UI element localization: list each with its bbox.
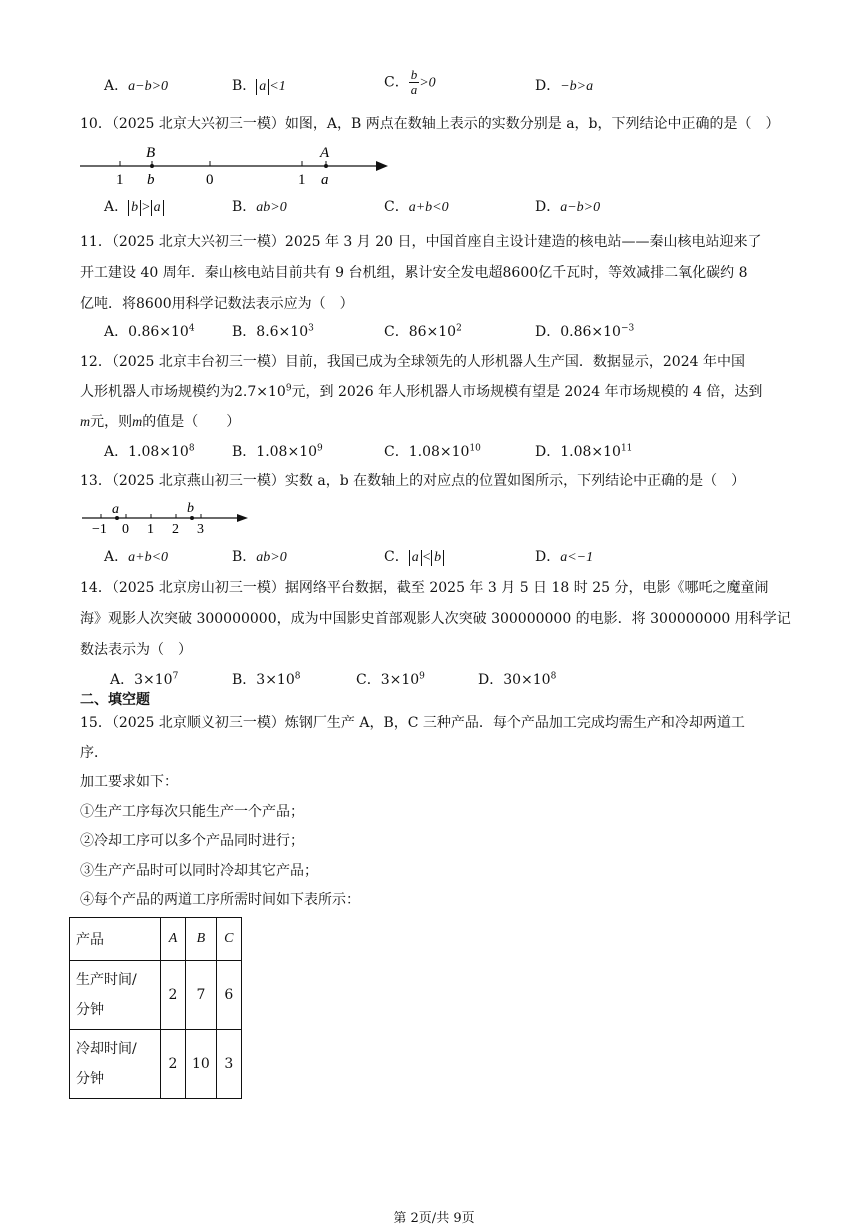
option-letter: A． bbox=[104, 199, 129, 215]
q12-option-a bbox=[104, 442, 195, 462]
question-number: 13． bbox=[80, 473, 112, 489]
q12-stem-line1 bbox=[80, 352, 745, 372]
q10-option-b bbox=[232, 197, 287, 218]
question-text: 的值是（ ） bbox=[142, 414, 241, 430]
question-text: 元，则 bbox=[90, 414, 133, 430]
q14-option-b bbox=[232, 670, 300, 690]
q10-option-a bbox=[104, 197, 164, 218]
label-tick-neg1: −1 bbox=[92, 522, 107, 537]
q11-stem-line3: 亿吨．将8600用科学记数法表示应为（ ） bbox=[80, 296, 354, 312]
q15-req-title: 加工要求如下： bbox=[80, 774, 178, 790]
label-1: 1 bbox=[298, 172, 306, 188]
q15-req-1: ①生产工序每次只能生产一个产品； bbox=[80, 804, 304, 820]
option-expr: a−b>0 bbox=[128, 79, 169, 94]
q13-option-b bbox=[232, 547, 287, 568]
table-header-cell: 产品 bbox=[70, 918, 161, 961]
option-exponent: 10 bbox=[469, 443, 481, 454]
question-text: （2025 北京房山初三一模）据网络平台数据，截至 2025 年 3 月 5 日 18 时 25 分，电影《哪吒之魔童闹 bbox=[111, 580, 769, 596]
q10-stem bbox=[80, 114, 780, 134]
option-base: 1.08×10 bbox=[560, 444, 621, 460]
abs-value: b bbox=[128, 200, 141, 216]
label-a: a bbox=[321, 172, 329, 188]
option-letter: D． bbox=[535, 444, 561, 460]
table-header-cell: B bbox=[186, 918, 217, 961]
option-base: 0.86×10 bbox=[560, 324, 621, 340]
option-base: 30×10 bbox=[503, 672, 551, 688]
label-a: a bbox=[112, 502, 119, 517]
option-exponent: 2 bbox=[456, 323, 462, 334]
q13-number-line bbox=[80, 500, 255, 538]
question-number: 11． bbox=[80, 234, 112, 250]
option-base: 0.86×10 bbox=[128, 324, 189, 340]
option-letter: C． bbox=[384, 444, 409, 460]
table-cell: 7 bbox=[186, 961, 217, 1030]
q14-option-a bbox=[110, 670, 178, 690]
q14-option-c bbox=[356, 670, 425, 690]
question-number: 12． bbox=[80, 354, 112, 370]
question-number: 14． bbox=[80, 580, 112, 596]
option-exponent: 11 bbox=[620, 443, 633, 454]
q12-option-c bbox=[384, 442, 481, 462]
axis-arrow bbox=[376, 161, 388, 171]
label-tick-1: 1 bbox=[147, 522, 154, 537]
option-letter: B． bbox=[232, 444, 257, 460]
option-exponent: 4 bbox=[188, 323, 195, 334]
option-base: 1.08×10 bbox=[408, 444, 470, 460]
q13-option-c bbox=[384, 547, 444, 568]
q14-option-d bbox=[478, 670, 556, 690]
math-exponent: 9 bbox=[285, 383, 292, 394]
q11-option-b bbox=[232, 322, 314, 342]
table-header-cell: A bbox=[161, 918, 186, 961]
table-cell: 10 bbox=[186, 1030, 217, 1099]
option-letter: C． bbox=[384, 549, 409, 565]
question-text: （2025 北京丰台初三一模）目前，我国已成为全球领先的人形机器人生产国．数据显示，2024 年中国 bbox=[111, 354, 745, 370]
label-A: A bbox=[320, 145, 330, 161]
q13-stem bbox=[80, 471, 745, 491]
option-expr: >0 bbox=[419, 75, 436, 91]
table-cell: 3 bbox=[216, 1030, 241, 1099]
q12-option-b bbox=[232, 442, 323, 462]
operator: > bbox=[141, 200, 151, 215]
table-cell: 2 bbox=[161, 961, 186, 1030]
point-a bbox=[324, 164, 328, 168]
table-cell: 2 bbox=[161, 1030, 186, 1099]
option-letter: B． bbox=[232, 78, 257, 94]
q10-option-d bbox=[535, 197, 600, 218]
label-tick-neg1: 1 bbox=[116, 172, 124, 188]
row-label-line: 分钟 bbox=[76, 1071, 104, 1087]
option-expr: a<−1 bbox=[560, 550, 594, 565]
q12-stem-line2 bbox=[80, 382, 762, 402]
option-expr: ab>0 bbox=[256, 200, 287, 215]
option-letter: D． bbox=[535, 78, 561, 94]
option-letter: B． bbox=[232, 199, 257, 215]
q9-option-d bbox=[535, 76, 593, 97]
option-letter: D． bbox=[535, 549, 561, 565]
point-b bbox=[190, 516, 194, 520]
q11-option-a bbox=[104, 322, 195, 342]
option-expr: −b>a bbox=[560, 79, 594, 94]
q15-req-2: ②冷却工序可以多个产品同时进行； bbox=[80, 833, 304, 849]
math-var: m bbox=[80, 415, 91, 430]
q9-option-c bbox=[384, 68, 436, 97]
q15-stem-line2: 序． bbox=[80, 745, 108, 761]
option-base: 86×10 bbox=[408, 324, 457, 340]
fraction-numerator: b bbox=[410, 67, 418, 82]
option-letter: B． bbox=[232, 324, 257, 340]
table-row bbox=[70, 961, 242, 1030]
option-expr: a+b<0 bbox=[408, 200, 449, 215]
abs-value: a bbox=[256, 79, 269, 95]
label-tick-2: 2 bbox=[172, 522, 179, 537]
option-letter: B． bbox=[232, 549, 257, 565]
point-b bbox=[150, 164, 154, 168]
question-text: 元，到 2026 年人形机器人市场规模有望是 2024 年市场规模的 4 倍，达到 bbox=[291, 384, 763, 400]
option-letter: C． bbox=[384, 199, 409, 215]
table-cell: 6 bbox=[216, 961, 241, 1030]
abs-value: a bbox=[151, 200, 164, 216]
q12-option-d bbox=[535, 442, 632, 462]
option-exponent: 8 bbox=[550, 671, 557, 682]
q9-option-a bbox=[104, 76, 168, 97]
question-text: （2025 北京顺义初三一模）炼钢厂生产 A，B，C 三种产品．每个产品加工完成均需生产和冷却两道工 bbox=[111, 715, 745, 731]
question-number: 15． bbox=[80, 715, 112, 731]
q12-stem-line3 bbox=[80, 412, 240, 433]
option-expr: ab>0 bbox=[256, 550, 287, 565]
option-exponent: −3 bbox=[620, 323, 635, 334]
option-base: 1.08×10 bbox=[128, 444, 189, 460]
option-base: 1.08×10 bbox=[256, 444, 318, 460]
option-letter: A． bbox=[104, 444, 129, 460]
q11-stem-line2: 开工建设 40 周年．秦山核电站目前共有 9 台机组，累计安全发电超8600亿千瓦时，等效减排二氧化碳约 8 bbox=[80, 265, 748, 281]
q11-option-c bbox=[384, 322, 462, 342]
q14-stem-line3: 数法表示为（ ） bbox=[80, 642, 192, 658]
axis-arrow bbox=[237, 514, 248, 522]
q15-stem-line1 bbox=[80, 713, 745, 733]
question-text: （2025 北京大兴初三一模）如图，A，B 两点在数轴上表示的实数分别是 a，b，下列结论中正确的是（ ） bbox=[111, 116, 780, 132]
q10-option-c bbox=[384, 197, 449, 218]
option-letter: D． bbox=[535, 324, 561, 340]
question-text: （2025 北京大兴初三一模）2025 年 3 月 20 日，中国首座自主设计建造的核电站——秦山核电站迎来了 bbox=[111, 234, 762, 250]
option-letter: B． bbox=[232, 672, 257, 688]
option-base: 3×10 bbox=[380, 672, 420, 688]
table-row bbox=[70, 1030, 242, 1099]
q14-stem-line1 bbox=[80, 578, 768, 598]
table-row-label bbox=[70, 961, 161, 1030]
option-letter: A． bbox=[104, 78, 129, 94]
row-label-line: 冷却时间/ bbox=[76, 1041, 137, 1057]
operator: < bbox=[421, 550, 432, 565]
table-header-cell: C bbox=[216, 918, 241, 961]
row-label-line: 生产时间/ bbox=[76, 972, 137, 988]
label-tick-3: 3 bbox=[197, 522, 204, 537]
label-tick-0: 0 bbox=[122, 522, 129, 537]
q15-req-4: ④每个产品的两道工序所需时间如下表所示： bbox=[80, 892, 360, 908]
option-exponent: 3 bbox=[308, 323, 314, 334]
option-letter: C． bbox=[356, 672, 381, 688]
math-base: 2.7×10 bbox=[234, 384, 286, 400]
table-header-row bbox=[70, 918, 242, 961]
label-b: b bbox=[147, 172, 155, 188]
process-time-table bbox=[69, 917, 242, 1099]
option-letter: D． bbox=[478, 672, 504, 688]
option-base: 8.6×10 bbox=[256, 324, 309, 340]
question-text: 人形机器人市场规模约为 bbox=[80, 384, 234, 400]
option-letter: C． bbox=[384, 74, 409, 91]
q13-option-d bbox=[535, 547, 593, 568]
label-b: b bbox=[187, 501, 194, 516]
table-row-label bbox=[70, 1030, 161, 1099]
q11-stem-line1 bbox=[80, 232, 762, 252]
section-title: 二、填空题 bbox=[80, 692, 150, 708]
abs-value: a bbox=[409, 550, 422, 566]
option-exponent: 8 bbox=[188, 443, 195, 454]
option-exponent: 9 bbox=[317, 443, 323, 454]
abs-value: b bbox=[431, 550, 444, 566]
q9-option-b bbox=[232, 76, 286, 97]
q13-option-a bbox=[104, 547, 168, 568]
option-expr: a+b<0 bbox=[128, 550, 169, 565]
question-text: （2025 北京燕山初三一模）实数 a，b 在数轴上的对应点的位置如图所示，下列结论中正确的是（ ） bbox=[111, 473, 746, 489]
option-exponent: 7 bbox=[172, 671, 179, 682]
option-letter: A． bbox=[110, 672, 135, 688]
option-base: 3×10 bbox=[134, 672, 173, 688]
option-letter: A． bbox=[104, 324, 129, 340]
q11-option-d bbox=[535, 322, 634, 342]
option-expr: a−b>0 bbox=[560, 200, 601, 215]
option-letter: C． bbox=[384, 324, 409, 340]
fraction-denominator: a bbox=[410, 82, 418, 97]
option-letter: A． bbox=[104, 549, 129, 565]
q10-number-line bbox=[76, 142, 396, 188]
page-footer: 第 2页/共 9页 bbox=[393, 1211, 475, 1226]
option-letter: D． bbox=[535, 199, 561, 215]
row-label-line: 分钟 bbox=[76, 1002, 104, 1018]
math-var: m bbox=[132, 415, 143, 430]
option-expr: <1 bbox=[269, 79, 286, 94]
option-exponent: 9 bbox=[419, 671, 425, 682]
option-base: 3×10 bbox=[256, 672, 295, 688]
label-B: B bbox=[146, 145, 156, 161]
q15-req-3: ③生产产品时可以同时冷却其它产品； bbox=[80, 863, 318, 879]
label-0: 0 bbox=[206, 172, 214, 188]
question-number: 10． bbox=[80, 116, 112, 132]
q14-stem-line2: 海》观影人次突破 300000000，成为中国影史首部观影人次突破 300000000 的电影．将 300000000 用科学记 bbox=[80, 611, 791, 627]
fraction bbox=[409, 68, 420, 97]
option-exponent: 8 bbox=[294, 671, 301, 682]
